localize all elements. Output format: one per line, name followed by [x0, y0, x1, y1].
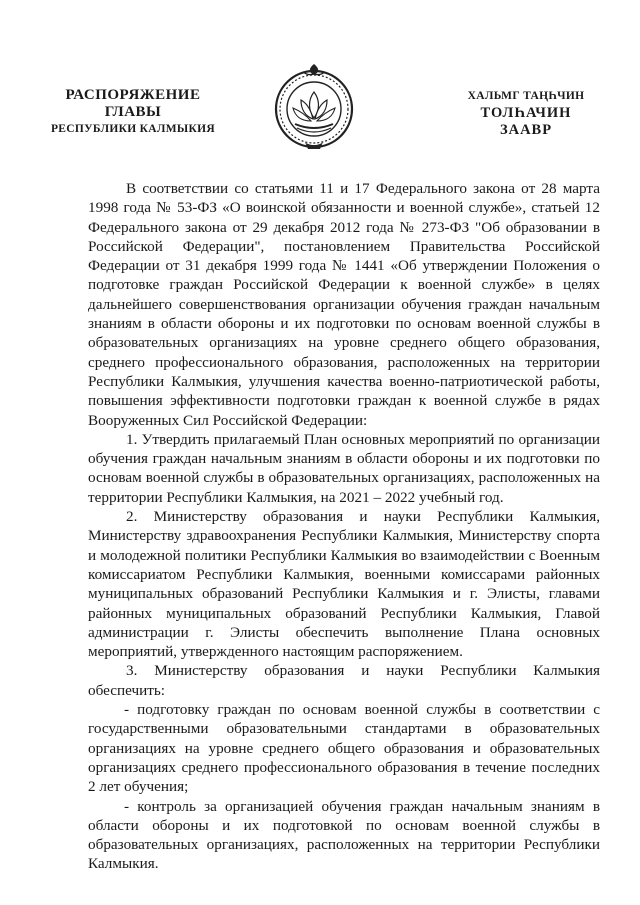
header-left-block: [38, 87, 228, 138]
preamble-paragraph: В соответствии со статьями 11 и 17 Федерального закона от 28 марта 1998 года № 53-ФЗ «О воинской обязанности и военной службе», статьей 12 Федерального закона от 29 декабря 2012 года № 273-ФЗ "Об образовании в Российской Федерации", постановлением Правительства Российской Федерации от 31 декабря 1999 года № 1441 «Об утверждении Положения о подготовке граждан Российской Федерации к военной службе» в целях дальнейшего совершенствования организации обучения граждан начальным знаниям в области обороны и их подготовки по основам военной службы в образовательных организациях на уровне среднего общего образования, среднего профессионального образования, расположенных на территории Республики Калмыкия, улучшения качества военно-патриотической работы, повышения эффективности подготовки граждан к военной службе в рядах Вооруженных Сил Российской Федерации:: [88, 180, 600, 429]
clause-3-paragraph: 3. Министерству образования и науки Республики Калмыкия обеспечить:: [88, 662, 600, 699]
clause-1-paragraph: 1. Утвердить прилагаемый План основных мероприятий по организации обучения граждан начальным знаниям в области обороны и их подготовки по основам военной службы в образовательных организациях, расположенных на территории Республики Калмыкия, на 2021 – 2022 учебный год.: [88, 430, 600, 506]
header-right-title: ЗААВР: [499, 122, 553, 138]
coat-of-arms-icon: [271, 62, 357, 152]
document-body: [88, 179, 600, 874]
clause-3-item-1: - подготовку граждан по основам военной службы в соответствии с государственными образовательными стандартами в образовательных организациях на уровне среднего общего образования и образовательных организациях среднего профессионального образования в течение последних 2 лет обучения;: [88, 701, 600, 796]
header-left-subtitle: ГЛАВЫ: [104, 104, 162, 120]
header-right-region: ХАЛЬМГ ТАҢҺЧИН: [467, 90, 585, 102]
header-right-subtitle: ТОЛҺАЧИН: [480, 105, 572, 121]
header-left-title: РАСПОРЯЖЕНИЕ: [65, 87, 201, 103]
header-left-region: РЕСПУБЛИКИ КАЛМЫКИЯ: [50, 123, 216, 135]
clause-2-paragraph: 2. Министерству образования и науки Республики Калмыкия, Министерству здравоохранения Республики Калмыкия, Министерству спорта и молодежной политики Республики Калмыкия во взаимодействии с Военным комиссариатом Республики Калмыкия, военными комиссарами районных муниципальных образований Республики Калмыкия и г. Элисты, главами районных муниципальных образований Республики Калмыкия, Главой администрации г. Элисты обеспечить выполнение Плана основных мероприятий, утвержденного настоящим распоряжением.: [88, 508, 600, 661]
header-right-block: [436, 88, 616, 139]
clause-3-item-2: - контроль за организацией обучения граждан начальным знаниям в области обороны и их подготовкой по основам военной службы в образовательных организациях, расположенных на территории Республики Калмыкия.: [88, 797, 600, 873]
